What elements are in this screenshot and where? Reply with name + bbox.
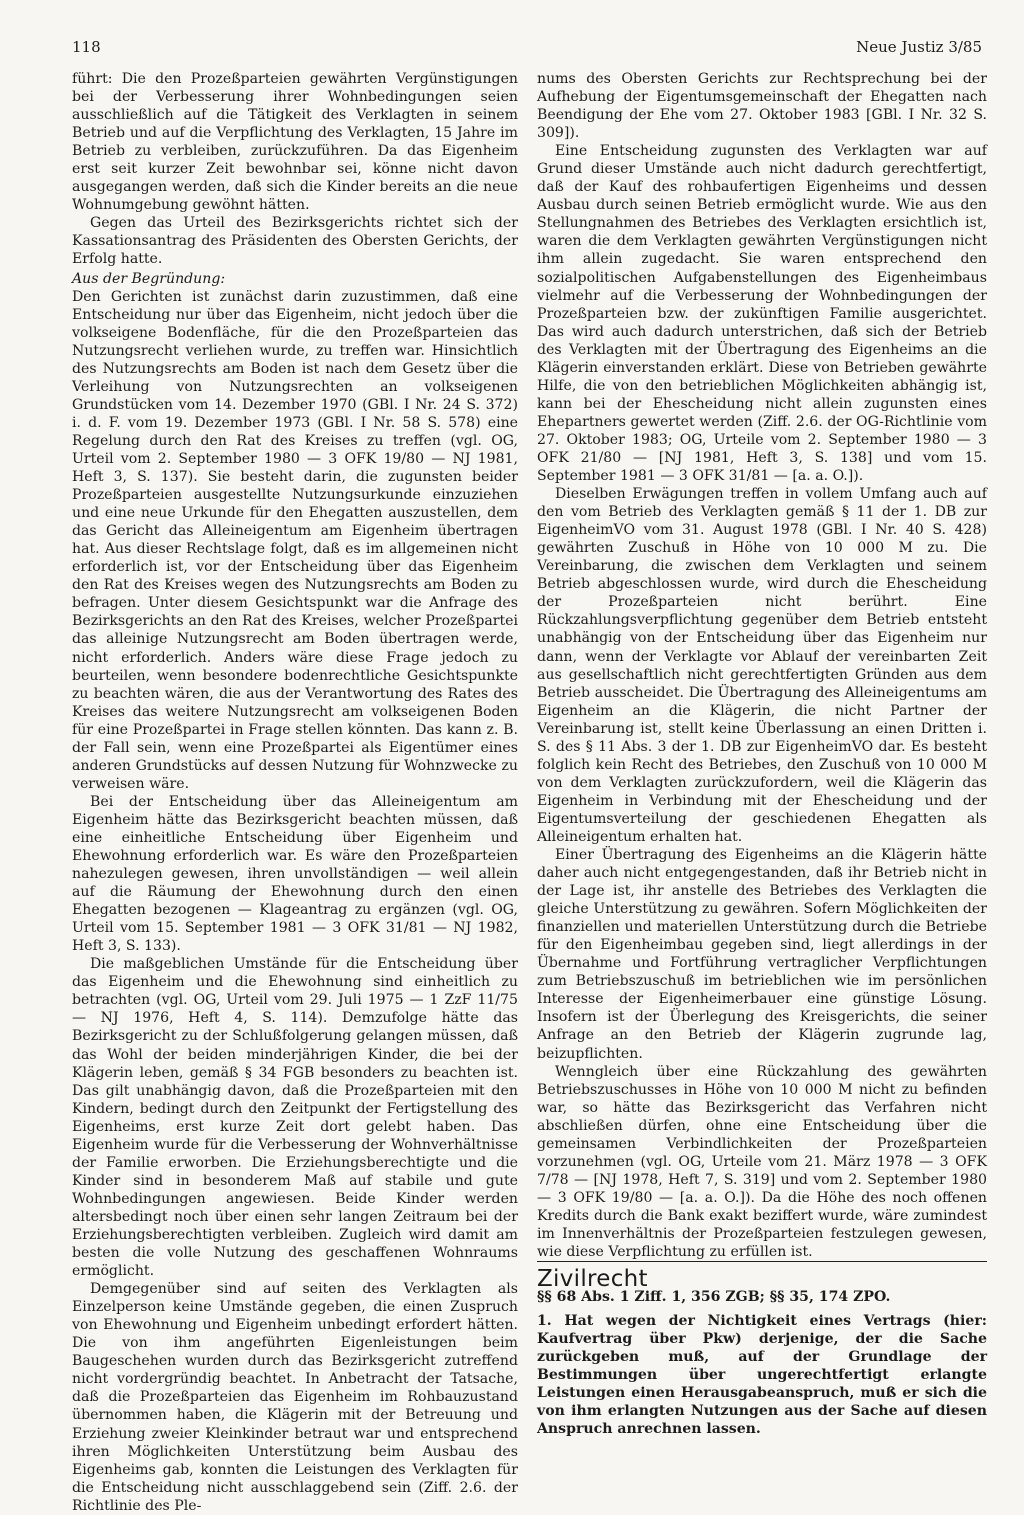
paragraph: Die maßgeblichen Umstände für die Entscheidung über das Eigenheim und die Ehewohnung sind einheitlich zu betrachten (vgl. OG, Urteil vom 29. Juli 1975 — 1 ZzF 11/75 — NJ 1976, Heft 4, S. 114). Demzufolge hätte das Bezirksgericht zu der Schlußfolgerung gelangen müssen, daß das Wohl der beiden minderjährigen Kinder, die bei der Klägerin leben, gemäß § 34 FGB besonders zu beachten ist. Das gilt unabhängig davon, daß die Prozeßparteien mit den Kindern, bedingt durch den Zeitpunkt der Fertigstellung des Eigenheims, erst kurze Zeit dort gelebt haben. Das Eigenheim wurde für die Verbesserung der Wohnverhältnisse der Familie erworben. Die Erziehungsberechtigte und die Kinder sind in besonderem Maß auf stabile und gute Wohnbedingungen angewiesen. Beide Kinder werden altersbedingt noch über einen sehr langen Zeitraum bei der Erziehungsberechtigten verbleiben. Zugleich wird damit am besten die volle Nutzung des geschaffenen Wohnraums ermöglicht. — [72, 956, 518, 1280]
paragraph: Einer Übertragung des Eigenheims an die Klägerin hätte daher auch nicht entgegengestanden, daß ihr Betrieb nicht in der Lage ist, ihr anstelle des Betriebes des Verklagten die gleiche Unterstützung zu gewähren. Sofern Möglichkeiten der finanziellen und materiellen Unterstützung durch die Betriebe für den Eigenheimbau gegeben sind, liegt allerdings in der Übernahme und Fortführung vertraglicher Verpflichtungen zum Betriebszuschuß im betrieblichen wie im persönlichen Interesse der Eigenheimerbauer eine günstige Lösung. Insofern ist der Überlegung des Kreisgerichts, die seiner Anfrage an den Betrieb der Klägerin zugrunde lag, beizupflichten. — [537, 847, 987, 1062]
paragraph: nums des Obersten Gerichts zur Rechtsprechung bei der Aufhebung der Eigentumsgemeinschaft der Ehegatten nach Beendigung der Ehe vom 27. Oktober 1983 [GBl. I Nr. 32 S. 309]). — [537, 71, 987, 142]
journal-title: Neue Justiz 3/85 — [856, 38, 982, 56]
page-number: 118 — [72, 38, 101, 56]
subheading: Aus der Begründung: — [72, 270, 226, 287]
right-column — [537, 70, 987, 1439]
section-title: Zivilrecht — [537, 1261, 987, 1288]
paragraph: Eine Entscheidung zugunsten des Verklagten war auf Grund dieser Umstände auch nicht dadurch gerechtfertigt, daß der Kauf des rohbaufertigen Eigenheims und dessen Ausbau durch seinen Betrieb ermöglicht wurde. Wie aus den Stellungnahmen des Betriebes des Verklagten ersichtlich ist, waren die dem Verklagten gewährten Vergünstigungen nicht ihm allein zugedacht. Sie waren entsprechend den sozialpolitischen Aufgabenstellungen des Eigenheimbaus vielmehr auf die Verbesserung der Wohnbedingungen der Prozeßparteien bzw. der zukünftigen Familie ausgerichtet. Das wird auch dadurch unterstrichen, daß sich der Betrieb des Verklagten mit der Übertragung des Eigenheims an die Klägerin einverstanden erklärt. Diese von Betrieben gewährte Hilfe, die von den betrieblichen Möglichkeiten abhängig ist, kann bei der Ehescheidung nicht allein zugunsten eines Ehepartners gewertet werden (Ziff. 2.6. der OG-Richtlinie vom 27. Oktober 1983; OG, Urteile vom 2. September 1980 — 3 OFK 21/80 — [NJ 1981, Heft 3, S. 138] und vom 15. September 1981 — 3 OFK 31/81 — [a. a. O.]). — [537, 143, 987, 485]
paragraph: Dieselben Erwägungen treffen in vollem Umfang auch auf den vom Betrieb des Verklagten gemäß § 11 der 1. DB zur EigenheimVO vom 31. August 1978 (GBl. I Nr. 40 S. 428) gewährten Zuschuß in Höhe von 10 000 M zu. Die Vereinbarung, die zwischen dem Verklagten und seinem Betrieb abgeschlossen wurde, wird durch die Ehescheidung der Prozeßparteien nicht berührt. Eine Rückzahlungsverpflichtung gegenüber dem Betrieb entsteht unabhängig von der Entscheidung über das Eigenheim nur dann, wenn der Verklagte vor Ablauf der vereinbarten Zeit aus gesellschaftlich nicht gerechtfertigten Gründen aus dem Betrieb ausscheidet. Die Übertragung des Alleineigentums am Eigenheim an die Klägerin, die nicht Partner der Vereinbarung ist, stellt keine Überlassung an einen Dritten i. S. des § 11 Abs. 3 der 1. DB zur EigenheimVO dar. Es besteht folglich kein Recht des Betriebes, den Zuschuß von 10 000 M von dem Verklagten zurückzufordern, weil die Klägerin das Eigenheim in Verbindung mit der Ehescheidung und der Eigentumsverteilung der geschiedenen Ehegatten als Alleineigentum erhalten hat. — [537, 486, 987, 845]
statute-reference: §§ 68 Abs. 1 Ziff. 1, 356 ZGB; §§ 35, 174 ZPO. — [537, 1289, 891, 1306]
paragraph: Gegen das Urteil des Bezirksgerichts richtet sich der Kassationsantrag des Präsidenten des Obersten Gerichts, der Erfolg hatte. — [72, 215, 518, 268]
headnote: 1. Hat wegen der Nichtigkeit eines Vertrags (hier: Kaufvertrag über Pkw) derjenige, der die Sache zurückgeben muß, auf der Grundlage der Bestimmungen über ungerechtfertigt erlangte Leistungen einen Herausgabeanspruch, muß er sich die von ihm erlangten Nutzungen aus der Sache auf diesen Anspruch anrechnen lassen. — [537, 1313, 987, 1438]
paragraph: Demgegenüber sind auf seiten des Verklagten als Einzelperson keine Umstände gegeben, die einen Zuspruch von Ehewohnung und Eigenheim unbedingt erfordert hätten. Die von ihm angeführten Eigenleistungen beim Baugeschehen wurden durch das Bezirksgericht zutreffend nicht vordergründig beachtet. In Anbetracht der Tatsache, daß die Prozeßparteien das Eigenheim im Rohbauzustand übernommen haben, die Klägerin mit der Betreuung und Erziehung zweier Kleinkinder betraut war und entsprechend ihren Möglichkeiten Unterstützung beim Ausbau des Eigenheims gab, konnten die Leistungen des Verklagten für die Entscheidung nicht ausschlaggebend sein (Ziff. 2.6. der Richtlinie des Ple- — [72, 1281, 518, 1514]
paragraph: Den Gerichten ist zunächst darin zuzustimmen, daß eine Entscheidung nur über das Eigenheim, nicht jedoch über die volkseigene Bodenfläche, für die den Prozeßparteien das Nutzungsrecht verliehen wurde, zu treffen war. Hinsichtlich des Nutzungsrechts am Boden ist nach dem Gesetz über die Verleihung von Nutzungsrechten an volkseigenen Grundstücken vom 14. Dezember 1970 (GBl. I Nr. 24 S. 372) i. d. F. vom 19. Dezember 1973 (GBl. I Nr. 58 S. 578) eine Regelung durch den Rat des Kreises zu treffen (vgl. OG, Urteil vom 2. September 1980 — 3 OFK 19/80 — NJ 1981, Heft 3, S. 137). Sie besteht darin, die zugunsten beider Prozeßparteien ausgestellte Nutzungsurkunde einzuziehen und eine neue Urkunde für den Ehegatten auszustellen, dem das Gericht das Alleineigentum am Eigenheim übertragen hat. Aus dieser Rechtslage folgt, daß es im allgemeinen nicht erforderlich ist, vor der Entscheidung über das Eigenheim den Rat des Kreises wegen des Nutzungsrechts am Boden zu befragen. Unter diesem Gesichtspunkt war die Anfrage des Bezirksgerichts an den Rat des Kreises, welcher Prozeßpartei das alleinige Nutzungsrecht am Boden übertragen werde, nicht erforderlich. Anders wäre diese Frage jedoch zu beurteilen, wenn besondere bodenrechtliche Gesichtspunkte zu beachten wären, die aus der Verantwortung des Rates des Kreises das weitere Nutzungsrecht am volkseigenen Boden für eine Prozeßpartei in Frage stellen könnten. Das kann z. B. der Fall sein, wenn eine Prozeßpartei als Eigentümer eines anderen Grundstücks auf dessen Nutzung für Wohnzwecke zu verweisen wäre. — [72, 288, 518, 792]
paragraph: Bei der Entscheidung über das Alleineigentum am Eigenheim hätte das Bezirksgericht beachten müssen, daß eine einheitliche Entscheidung über Eigenheim und Ehewohnung erforderlich war. Es wäre den Prozeßparteien nahezulegen gewesen, ihren unvollständigen — weil allein auf die Räumung der Ehewohnung durch den einen Ehegatten bezogenen — Klageantrag zu ergänzen (vgl. OG, Urteil vom 15. September 1981 — 3 OFK 31/81 — NJ 1982, Heft 3, S. 133). — [72, 793, 518, 955]
paragraph: führt: Die den Prozeßparteien gewährten Vergünstigungen bei der Verbesserung ihrer Wohnbedingungen seien ausschließlich auf die Tätigkeit des Verklagten in seinem Betrieb und auf die Verpflichtung des Verklagten, 15 Jahre im Betrieb zu verbleiben, zurückzuführen. Da das Eigenheim erst seit kurzer Zeit bewohnbar sei, könne nicht davon ausgegangen werden, daß sich die Kinder bereits an die neue Wohnumgebung gewöhnt hätten. — [72, 71, 518, 214]
left-column — [72, 70, 518, 1515]
page-header — [72, 38, 982, 60]
paragraph: Wenngleich über eine Rückzahlung des gewährten Betriebszuschusses in Höhe von 10 000 M nicht zu befinden war, so hätte das Bezirksgericht das Verfahren nicht abschließen dürfen, ohne eine Entscheidung über die gemeinsamen Verbindlichkeiten der Prozeßparteien vorzunehmen (vgl. OG, Urteile vom 21. März 1978 — 3 OFK 7/78 — [NJ 1978, Heft 7, S. 319] und vom 2. September 1980 — 3 OFK 19/80 — [a. a. O.]). Da die Höhe des noch offenen Kredits durch die Bank exakt beziffert wurde, wäre zumindest im Innenverhältnis der Prozeßparteien festzulegen gewesen, wie diese Verpflichtung zu erfüllen ist. — [537, 1063, 987, 1261]
